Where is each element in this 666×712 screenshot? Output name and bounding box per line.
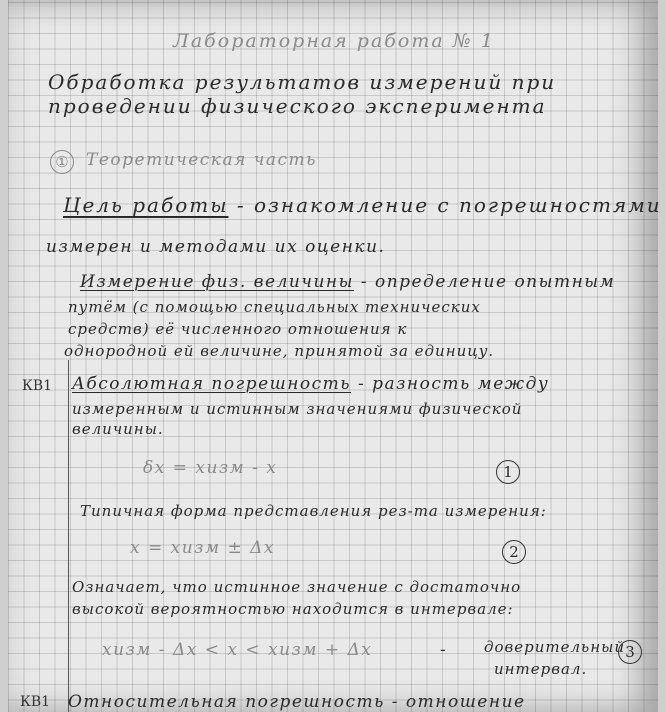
section-number: ① [50,150,74,174]
measure-rest: - определение опытным [353,272,616,292]
margin-line [68,360,69,712]
formula-3: xизм - Δx < x < xизм + Δx [102,640,373,660]
measure-line-4: однородной ей величине, принятой за единицу. [64,342,495,360]
formula-3-dash: - [440,640,448,660]
means-line-1: Означает, что истинное значение с достаточно [72,578,522,596]
notebook-page [8,0,662,712]
measure-sentence [80,272,615,292]
formula-3-number: 3 [618,640,642,664]
confidence-interval-line-2: интервал. [494,660,588,678]
measure-line-3: средств) её численного отношения к [68,320,408,338]
confidence-interval-line-1: доверительный [484,638,625,656]
measure-line-2: путём (с помощью специальных технических [68,298,481,316]
abs-line-2: измеренным и истинным значениями физической [72,400,523,418]
typical-form-line: Типичная форма представления рез-та измерения: [80,502,547,520]
kb1-margin-note-2: КВ1 [20,694,51,710]
section-heading: Теоретическая часть [86,150,317,170]
abs-sentence [72,374,549,394]
bottom-cut-line: Относительная погрешность - отношение [68,692,526,712]
abs-rest: - разность между [351,374,550,394]
subtitle-line-2: проведении физического эксперимента [48,94,547,118]
formula-2-number: 2 [502,540,526,564]
formula-2: x = xизм ± Δx [130,538,275,558]
goal-rest: - ознакомление с погрешностями [228,193,662,217]
goal-label: Цель работы [63,193,229,217]
abs-line-3: величины. [72,420,164,438]
measure-term: Измерение физ. величины [80,272,354,292]
formula-1: δx = xизм - x [143,458,278,478]
abs-term: Абсолютная погрешность [72,374,352,394]
goal-sentence [63,193,662,217]
subtitle-line-1: Обработка результатов измерений при [48,70,557,94]
kb1-margin-note: КВ1 [22,378,53,394]
goal-line-2: измерен и методами их оценки. [46,237,386,257]
page-title: Лабораторная работа № 1 [173,30,495,52]
means-line-2: высокой вероятностью находится в интервале: [72,600,514,618]
formula-1-number: 1 [496,460,520,484]
